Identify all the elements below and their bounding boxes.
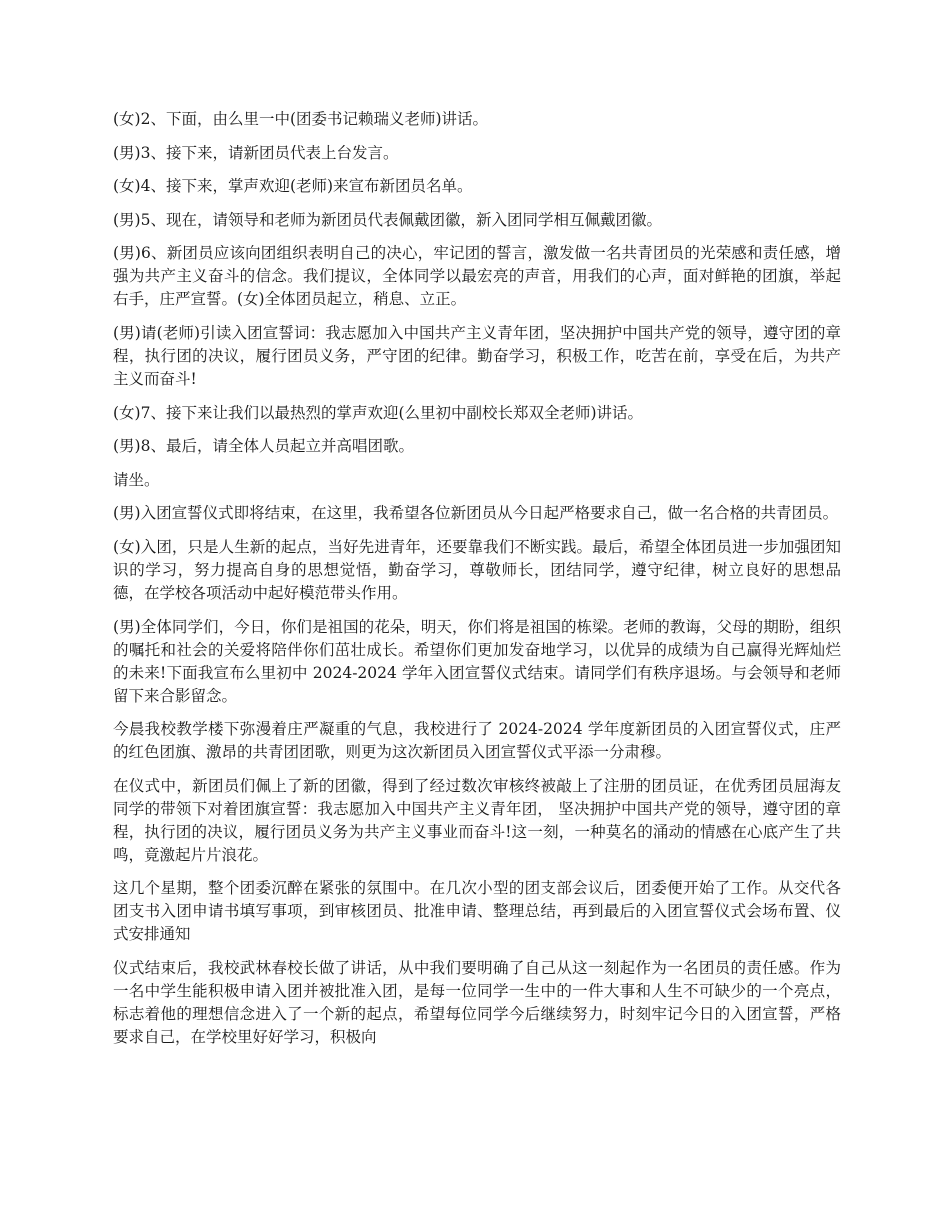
document-body: [113, 108, 841, 1060]
paragraph-2: (男)3、接下来，请新团员代表上台发言。: [113, 143, 399, 162]
paragraph-13: 今晨我校教学楼下弥漫着庄严凝重的气息，我校进行了 2024-2024 学年度新团员的入团宣誓仪式，庄严的红色团旗、激昂的共青团团歌，则更为这次新团员入团宣誓仪式平添一分肃穆。: [113, 720, 841, 762]
paragraph-8: (男)8、最后，请全体人员起立并高唱团歌。: [113, 437, 414, 456]
paragraph-10: (男)入团宣誓仪式即将结束，在这里，我希望各位新团员从今日起严格要求自己，做一名合格的共青团员。: [113, 504, 839, 523]
paragraph-9: 请坐。: [113, 470, 160, 489]
paragraph-14: 在仪式中，新团员们佩上了新的团徽，得到了经过数次审核终被敲上了注册的团员证，在优秀团员屈海友同学的带领下对着团旗宣誓：我志愿加入中国共产主义青年团， 坚决拥护中国共产党的领导，遵守团的章程，执行团的决议，履行团员义务为共产主义事业而奋斗!这一刻，一种莫名的涌动的情感在心底产生了共鸣，竟激起片片浪花。: [113, 776, 841, 864]
paragraph-12: (男)全体同学们，今日，你们是祖国的花朵，明天，你们将是祖国的栋梁。老师的教诲，父母的期盼，组织的嘱托和社会的关爱将陪伴你们茁壮成长。希望你们更加发奋地学习，以优异的成绩为自己赢得光辉灿烂的未来!下面我宣布么里初中 2024-2024 学年入团宣誓仪式结束。请同学们有秩序退场。与会领导和老师留下来合影留念。: [113, 617, 841, 705]
paragraph-4: (男)5、现在，请领导和老师为新团员代表佩戴团徽，新入团同学相互佩戴团徽。: [113, 210, 662, 229]
paragraph-15: 这几个星期，整个团委沉醉在紧张的氛围中。在几次小型的团支部会议后，团委便开始了工作。从交代各团支书入团申请书填写事项，到审核团员、批准申请、整理总结，再到最后的入团宣誓仪式会场布置、仪式安排通知: [113, 879, 841, 944]
paragraph-16: 仪式结束后，我校武林春校长做了讲话，从中我们要明确了自己从这一刻起作为一名团员的责任感。作为一名中学生能积极申请入团并被批准入团，是每一位同学一生中的一件大事和人生不可缺少的一个亮点，标志着他的理想信念进入了一个新的起点，希望每位同学今后继续努力，时刻牢记今日的入团宣誓，严格要求自己，在学校里好好学习，积极向: [113, 958, 841, 1046]
paragraph-5: (男)6、新团员应该向团组织表明自己的决心，牢记团的誓言，激发做一名共青团员的光荣感和责任感，增强为共产主义奋斗的信念。我们提议，全体同学以最宏亮的声音，用我们的心声，面对鲜艳的团旗，举起右手，庄严宣誓。(女)全体团员起立，稍息、立正。: [113, 244, 841, 309]
paragraph-7: (女)7、接下来让我们以最热烈的掌声欢迎(么里初中副校长郑双全老师)讲话。: [113, 403, 644, 422]
paragraph-1: (女)2、下面，由么里一中(团委书记赖瑞义老师)讲话。: [113, 110, 489, 128]
paragraph-11: (女)入团，只是人生新的起点，当好先进青年，还要靠我们不断实践。最后，希望全体团员进一步加强团知识的学习，努力提高自身的思想觉悟，勤奋学习，尊敬师长，团结同学，遵守纪律，树立良好的思想品德，在学校各项活动中起好模范带头作用。: [113, 537, 841, 602]
paragraph-3: (女)4、接下来，掌声欢迎(老师)来宣布新团员名单。: [113, 177, 473, 196]
paragraph-6: (男)请(老师)引读入团宣誓词：我志愿加入中国共产主义青年团，坚决拥护中国共产党的领导，遵守团的章程，执行团的决议，履行团员义务，严守团的纪律。勤奋学习，积极工作，吃苦在前，享受在后，为共产主义而奋斗!: [113, 323, 841, 388]
